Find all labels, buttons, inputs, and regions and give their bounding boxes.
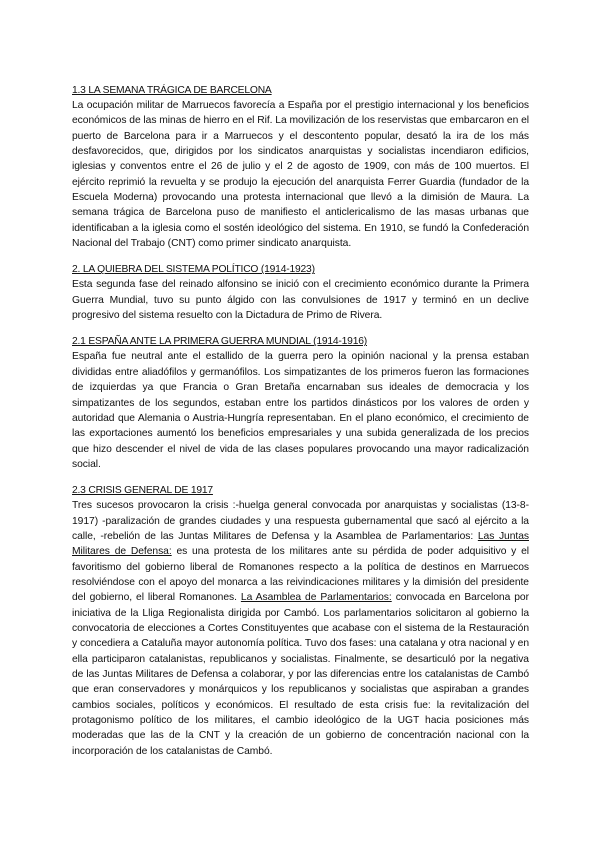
section-quiebra-sistema xyxy=(72,262,529,323)
section-crisis-1917 xyxy=(72,483,529,759)
section-paragraph xyxy=(72,498,529,759)
section-paragraph: La ocupación militar de Marruecos favorecía a España por el prestigio internacional y los beneficios económicos de las minas de hierro en el Rif. La movilización de los reservistas que embarcaron en el puerto de Barcelona para ir a Marruecos y el descontento popular, desató la ira de los más desfavorecidos, que, dirigidos por los sindicatos anarquistas y socialistas incendiaron edificios, iglesias y conventos entre el 26 de julio y el 2 de agosto de 1909, con más de 100 muertos. El ejército reprimió la revuelta y se produjo la ejecución del anarquista Ferrer Guardia (fundador de la Escuela Moderna) provocando una protesta internacional que llevó a la dimisión de Maura. La semana trágica de Barcelona puso de manifiesto el anticlericalismo de las masas urbanas que identificaban a la iglesia como el sostén ideológico del sistema. En 1910, se fundó la Confederación Nacional del Trabajo (CNT) como primer sindicato anarquista. xyxy=(72,100,529,250)
section-heading: 2.1 ESPAÑA ANTE LA PRIMERA GUERRA MUNDIAL (1914-1916) xyxy=(72,336,367,348)
paragraph-text: convocada en Barcelona por iniciativa de la Lliga Regionalista dirigida por Cambó. Los parlamentarios solicitaron al gobierno la convocatoria de elecciones a Cortes Constituyentes que acabase con el sistema de la Restauración y concediera a Cataluña mayor autonomía política. Tuvo dos fases: una catalana y otra nacional y en ella participaron catalanistas, republicanos y socialistas. Finalmente, se desarticuló por la negativa de las Juntas Militares de Defensa a colaborar, y por las diferencias entre los catalanistas de Cambó que eran conservadores y monárquicos y los republicanos y socialistas que aspiraban a grandes cambios sociales, políticos y económicos. El resultado de esta crisis fue: la revitalización del protagonismo político de los militares, el cambio ideológico de la UGT hacia posiciones más moderadas que las de la CNT y la creación de un gobierno de concentración nacional con la incorporación de los catalanistas de Cambó. xyxy=(72,592,529,757)
section-paragraph: Esta segunda fase del reinado alfonsino se inició con el crecimiento económico durante la Primera Guerra Mundial, tuvo su punto álgido con las convulsiones de 1917 y terminó en un declive progresivo del sistema resuelto con la Dictadura de Primo de Rivera. xyxy=(72,279,529,322)
underlined-term-asamblea: La Asamblea de Parlamentarios: xyxy=(240,592,392,604)
paragraph-text: Tres sucesos provocaron la crisis :-huelga general convocada por anarquistas y socialistas (13-8-1917) -paralización de grandes ciudades y una respuesta gubernamental que sacó al ejército a la calle, -rebelión de las Juntas Militares de Defensa y la Asamblea de Parlamentarios: xyxy=(72,500,529,542)
section-heading: 2.3 CRISIS GENERAL DE 1917 xyxy=(72,485,213,497)
section-heading: 1.3 LA SEMANA TRÁGICA DE BARCELONA xyxy=(72,85,272,96)
section-heading: 2. LA QUIEBRA DEL SISTEMA POLÍTICO (1914-1923) xyxy=(72,264,315,276)
document-page xyxy=(72,83,529,770)
underlined-term-juntas: Las Juntas Militares de Defensa: xyxy=(72,530,529,558)
section-semana-tragica xyxy=(72,83,529,251)
section-paragraph: España fue neutral ante el estallido de la guerra pero la opinión nacional y la prensa estaban divididas entre aliadófilos y germanófilos. Los simpatizantes de los primeros fueron las formaciones de izquierdas ya que Francia o Gran Bretaña encarnaban sus ideales de democracia y los simpatizantes de los segundos, estaban entre los partidos dinásticos por los valores de orden y autoridad que Alemania o Austria-Hungría representaban. En el plano económico, el crecimiento de las exportaciones aumentó los beneficios empresariales y una subida generalizada de los precios que hizo descender el nivel de vida de las clases populares provocando una mayor radicalización social. xyxy=(72,351,529,470)
paragraph-text: es una protesta de los militares ante su pérdida de poder adquisitivo y el favoritismo del gobierno liberal de Romanones respecto a la política de destinos en Marruecos resolviéndose con el apoyo del monarca a las reivindicaciones militares y la dimisión del presidente del gobierno, el liberal Romanones. xyxy=(72,546,529,604)
section-primera-guerra-mundial xyxy=(72,334,529,472)
